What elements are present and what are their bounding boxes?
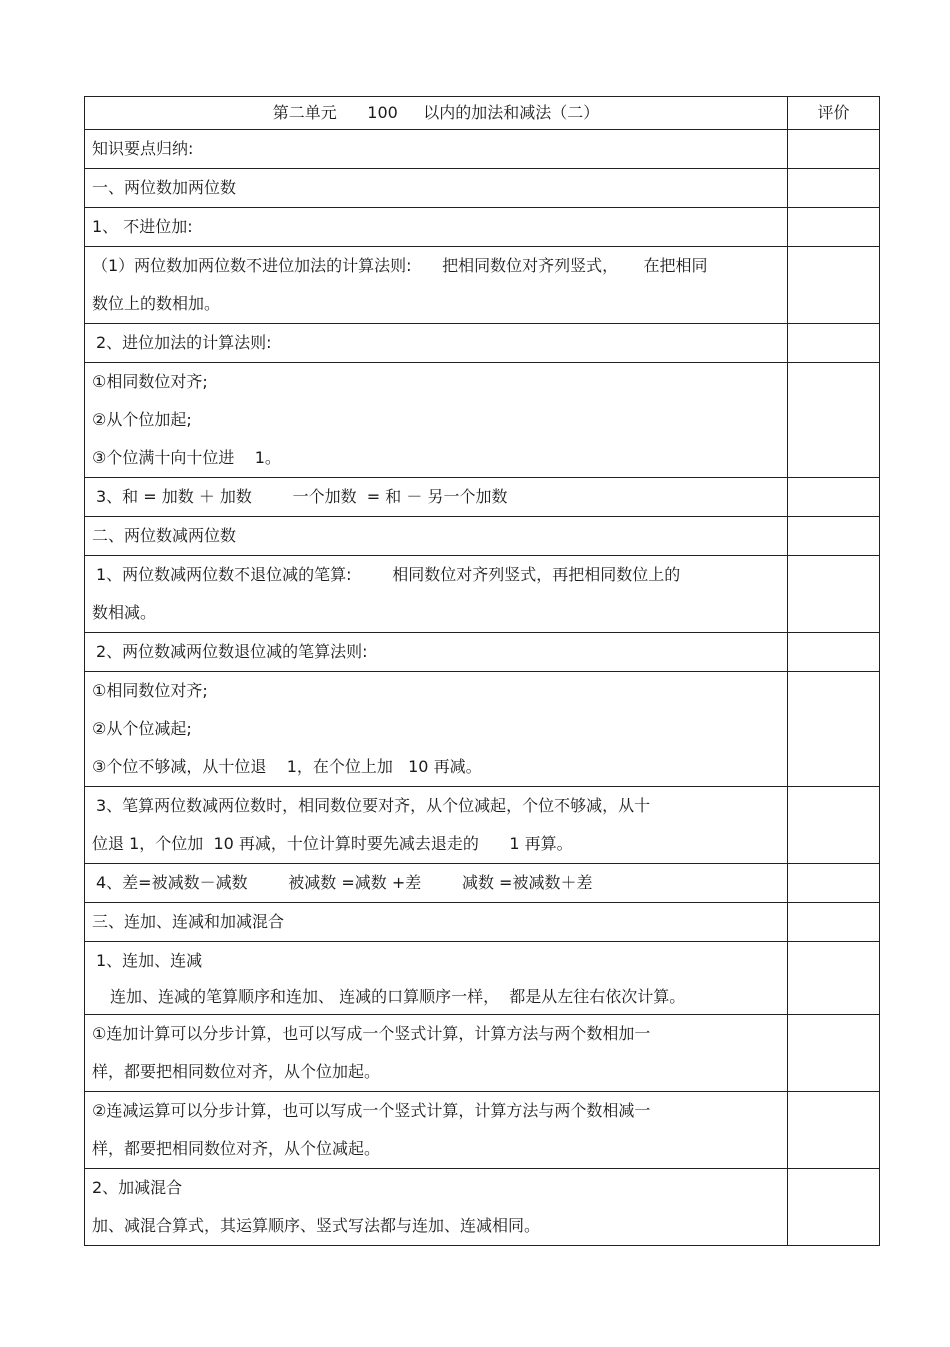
subheading-no-carry: 1、 不进位加: <box>85 208 788 247</box>
text-line: ①连加计算可以分步计算，也可以写成一个竖式计算，计算方法与两个数相加一 <box>92 1024 651 1043</box>
text-line: 1、两位数减两位数不退位减的笔算: 相同数位对齐列竖式，再把相同数位上的 <box>96 565 681 584</box>
evaluation-header: 评价 <box>788 97 880 130</box>
table-row <box>85 324 880 363</box>
table-row <box>85 903 880 942</box>
evaluation-cell[interactable] <box>788 672 880 787</box>
evaluation-cell[interactable] <box>788 169 880 208</box>
text-line: ①相同数位对齐; <box>92 681 208 700</box>
text-line: 2、加减混合 <box>92 1178 183 1197</box>
mixed-ops <box>85 1169 788 1246</box>
consecutive-ops <box>85 942 788 1015</box>
text-line: ③个位不够减，从十位退 1，在个位上加 10 再减。 <box>92 757 482 776</box>
text-line: 样，都要把相同数位对齐，从个位减起。 <box>92 1139 381 1158</box>
text-line: ②从个位加起; <box>92 410 192 429</box>
evaluation-cell[interactable] <box>788 208 880 247</box>
difference-formula <box>85 864 788 903</box>
text-line: 3、和 = 加数 ＋ 加数 一个加数 = 和 － 另一个加数 <box>96 487 508 506</box>
table-row <box>85 556 880 633</box>
table-row <box>85 130 880 169</box>
table-row <box>85 1169 880 1246</box>
section-heading-mixed: 三、连加、连减和加减混合 <box>85 903 788 942</box>
text-line: ①相同数位对齐; <box>92 372 208 391</box>
evaluation-cell[interactable] <box>788 363 880 478</box>
table-row <box>85 478 880 517</box>
table-row <box>85 363 880 478</box>
text-line: 2、两位数减两位数退位减的笔算法则: <box>96 642 368 661</box>
evaluation-cell[interactable] <box>788 1169 880 1246</box>
summary-heading: 知识要点归纳: <box>85 130 788 169</box>
evaluation-cell[interactable] <box>788 556 880 633</box>
text-line: 样，都要把相同数位对齐，从个位加起。 <box>92 1062 381 1081</box>
table-row <box>85 864 880 903</box>
text-line: ②连减运算可以分步计算，也可以写成一个竖式计算，计算方法与两个数相减一 <box>92 1101 651 1120</box>
section-heading-subtraction: 二、两位数减两位数 <box>85 517 788 556</box>
sum-formula <box>85 478 788 517</box>
table-row <box>85 169 880 208</box>
no-borrow-rule <box>85 556 788 633</box>
no-carry-rule <box>85 247 788 324</box>
table-row <box>85 208 880 247</box>
text-line: 位退 1，个位加 10 再减，十位计算时要先减去退走的 1 再算。 <box>92 834 573 853</box>
text-line: 2、进位加法的计算法则: <box>96 333 272 352</box>
unit-title: 第二单元 100 以内的加法和减法（二） <box>85 97 788 130</box>
text-line: 连加、连减的笔算顺序和连加、 连减的口算顺序一样， 都是从左往右依次计算。 <box>110 987 686 1006</box>
text-line: 数相减。 <box>92 603 157 622</box>
evaluation-cell[interactable] <box>788 247 880 324</box>
text-line: ③个位满十向十位进 1。 <box>92 448 281 467</box>
evaluation-cell[interactable] <box>788 633 880 672</box>
text-line: 3、笔算两位数减两位数时，相同数位要对齐，从个位减起，个位不够减，从十 <box>96 796 651 815</box>
evaluation-cell[interactable] <box>788 864 880 903</box>
evaluation-cell[interactable] <box>788 1015 880 1092</box>
evaluation-cell[interactable] <box>788 903 880 942</box>
evaluation-cell[interactable] <box>788 478 880 517</box>
text-line: ②从个位减起; <box>92 719 192 738</box>
borrow-steps <box>85 672 788 787</box>
table-row <box>85 672 880 787</box>
text-line: 4、差=被减数－减数 被减数 =减数 +差 减数 =被减数＋差 <box>96 873 593 892</box>
text-line: 1、连加、连减 <box>96 951 203 970</box>
evaluation-cell[interactable] <box>788 787 880 864</box>
subheading-carry <box>85 324 788 363</box>
subheading-borrow <box>85 633 788 672</box>
table-row <box>85 787 880 864</box>
text-line: （1）两位数加两位数不进位加法的计算法则: 把相同数位对齐列竖式， 在把相同 <box>92 256 708 275</box>
evaluation-cell[interactable] <box>788 942 880 1015</box>
text-line: 加、减混合算式，其运算顺序、竖式写法都与连加、连减相同。 <box>92 1216 541 1235</box>
consecutive-addition-note <box>85 1015 788 1092</box>
evaluation-cell[interactable] <box>788 1092 880 1169</box>
table-row <box>85 942 880 1015</box>
evaluation-cell[interactable] <box>788 517 880 556</box>
text-line: 数位上的数相加。 <box>92 294 221 313</box>
table-row <box>85 247 880 324</box>
knowledge-table <box>84 96 880 1246</box>
carry-steps <box>85 363 788 478</box>
evaluation-cell[interactable] <box>788 130 880 169</box>
table-header-row <box>85 97 880 130</box>
written-subtraction-note <box>85 787 788 864</box>
consecutive-subtraction-note <box>85 1092 788 1169</box>
evaluation-cell[interactable] <box>788 324 880 363</box>
table-row <box>85 517 880 556</box>
table-row <box>85 633 880 672</box>
section-heading-addition: 一、两位数加两位数 <box>85 169 788 208</box>
table-row <box>85 1092 880 1169</box>
table-row <box>85 1015 880 1092</box>
